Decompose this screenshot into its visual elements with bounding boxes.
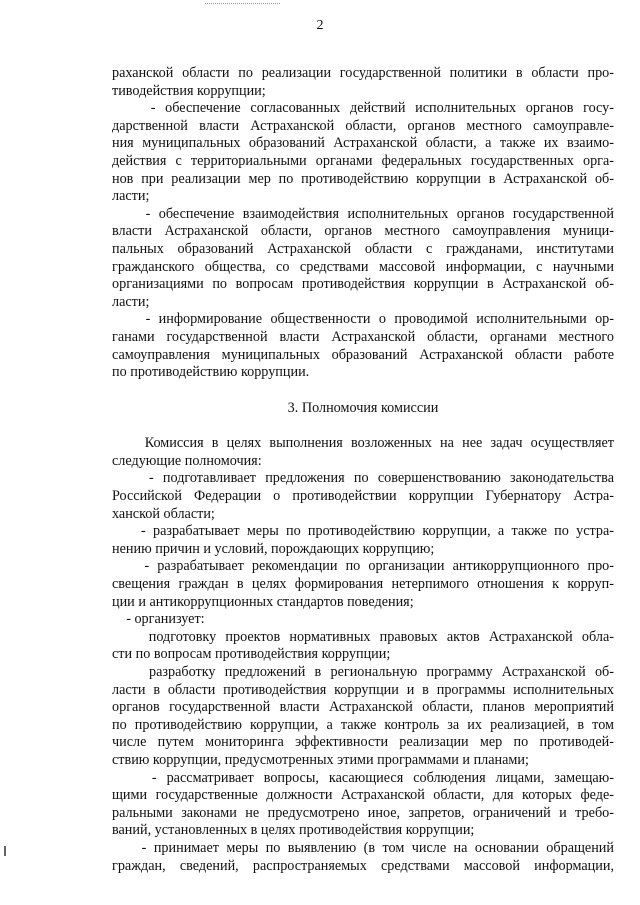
paragraph-block-1 [112, 65, 614, 382]
text-line: ласти; [112, 293, 150, 310]
text-line: разработку предложений в региональную программу Астраханской об- [112, 664, 614, 680]
text-line: числе путем мониторинга эффективности реализации мер по противодей- [112, 734, 614, 751]
text-line: ганами государственной власти Астраханской области, органами местного [112, 328, 614, 345]
text-line: нов при реализации мер по противодействию коррупции в Астраханской об- [112, 170, 614, 187]
text-line: ханской области; [112, 505, 215, 522]
text-line: подготовку проектов нормативных правовых актов Астраханской обла- [112, 628, 614, 645]
text-line: тиводействия коррупции; [112, 82, 266, 99]
text-line: ральными законами не предусмотрено иное, запретов, ограничений и требо- [112, 804, 614, 821]
top-edge-mark [205, 0, 280, 4]
text-line: раханской области по реализации государственной политики в области про- [112, 65, 614, 81]
document-body [112, 65, 614, 875]
text-line: граждан, сведений, распространяемых средствами массовой информации, [112, 857, 614, 874]
page-number: 2 [316, 18, 324, 33]
text-line: действия с территориальными органами федеральных государственных орга- [112, 152, 614, 169]
text-line: - организует: [112, 611, 205, 628]
paragraph-block-2 [112, 435, 614, 875]
text-line: ласти; [112, 188, 150, 205]
text-line: следующие полномочия: [112, 452, 262, 469]
text-line: - информирование общественности о проводимой исполнительными ор- [112, 311, 614, 328]
text-line: ствию коррупции, предусмотренных этими программами и планами; [112, 751, 529, 768]
text-line: - обеспечение взаимодействия исполнительных органов государственной [112, 205, 614, 222]
text-line: ласти в области противодействия коррупции и в программы исполнительных [112, 681, 614, 698]
text-line: - принимает меры по выявлению (в том числе на основании обращений [112, 839, 614, 856]
left-margin-mark [4, 846, 6, 856]
text-line: самоуправления муниципальных образований Астраханской области работе [112, 346, 614, 363]
text-line: по противодействию коррупции. [112, 364, 310, 381]
text-line: нению причин и условий, порождающих коррупцию; [112, 540, 435, 557]
text-line: Российской Федерации о противодействии коррупции Губернатору Астра- [112, 488, 614, 505]
text-line: Комиссия в целях выполнения возложенных на нее задач осуществляет [112, 435, 614, 452]
text-line: власти Астраханской области, органов местного самоуправления муници- [112, 223, 614, 240]
text-line: - обеспечение согласованных действий исполнительных органов госу- [112, 100, 614, 117]
text-line: - разрабатывает рекомендации по организации антикоррупционного про- [112, 558, 614, 575]
text-line: - рассматривает вопросы, касающиеся соблюдения лицами, замещаю- [112, 769, 614, 786]
text-line: ваний, установленных в целях противодействия коррупции; [112, 822, 475, 839]
text-line: организациями по вопросам противодействия коррупции в Астраханской об- [112, 276, 614, 293]
text-line: пальных образований Астраханской области с гражданами, институтами [112, 240, 614, 257]
section-heading: 3. Полномочия комиссии [287, 399, 439, 416]
text-line: свещения граждан в целях формирования нетерпимого отношения к корруп- [112, 576, 614, 593]
text-line: органов государственной власти Астраханской области, планов мероприятий [112, 699, 614, 716]
text-line: по противодействию коррупции, а также контроль за их реализацией, в том [112, 716, 614, 733]
text-line: дарственной власти Астраханской области, органов местного самоуправле- [112, 117, 614, 134]
text-line: сти по вопросам противодействия коррупции; [112, 646, 391, 663]
text-line: - разрабатывает меры по противодействию коррупции, а также по устра- [112, 523, 614, 540]
text-line: щими государственные должности Астраханской области, для которых феде- [112, 787, 614, 804]
text-line: ции и антикоррупционных стандартов поведения; [112, 593, 414, 610]
text-line: гражданского общества, со средствами массовой информации, с научными [112, 258, 614, 275]
text-line: - подготавливает предложения по совершенствованию законодательства [112, 470, 614, 487]
text-line: ния муниципальных образований Астраханской области, а также их взаимо- [112, 135, 614, 152]
